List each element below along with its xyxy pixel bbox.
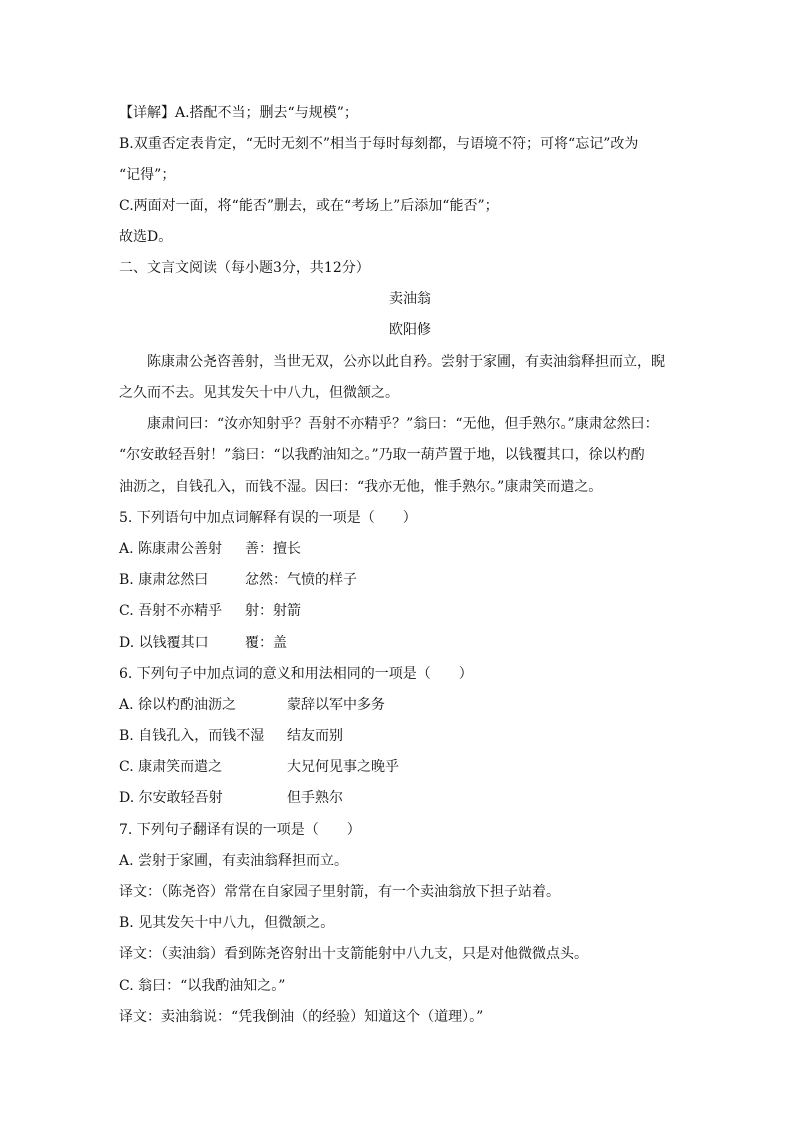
q7-option-a-translation: 译文：（陈尧咨）常常在自家园子里射箭，有一个卖油翁放下担子站着。 bbox=[119, 884, 560, 900]
q7-stem: 7. 下列句子翻译有误的一项是（ ） bbox=[119, 822, 361, 838]
passage-para1-line2: 之久而不去。见其发矢十中八九，但微颔之。 bbox=[119, 385, 399, 401]
q5-option-c: C. 吾射不亦精乎 bbox=[119, 603, 223, 619]
q6-option-a-compare: 蒙辞以军中多务 bbox=[287, 697, 385, 713]
passage-title: 卖油翁 bbox=[389, 291, 431, 307]
passage-para2-line3: 油沥之，自钱孔入，而钱不湿。因曰：“我亦无他，惟手熟尔。”康肃笑而遣之。 bbox=[119, 479, 603, 495]
q5-option-b-gloss: 忿然：气愤的样子 bbox=[245, 572, 357, 588]
passage-para1-line1: 陈康肃公尧咨善射，当世无双，公亦以此自矜。尝射于家圃，有卖油翁释担而立，睨 bbox=[147, 354, 665, 370]
q5-option-b: B. 康肃忿然曰 bbox=[119, 572, 209, 588]
q6-option-b-compare: 结友而别 bbox=[287, 728, 343, 744]
q5-stem: 5. 下列语句中加点词解释有误的一项是（ ） bbox=[119, 510, 417, 526]
q7-option-c: C. 翁曰：“以我酌油知之。” bbox=[119, 978, 286, 994]
passage-para2-line1: 康肃问曰：“汝亦知射乎？吾射不亦精乎？”翁曰：“无他，但手熟尔。”康肃忿然曰： bbox=[147, 416, 659, 432]
q6-option-c-compare: 大兄何见事之晚乎 bbox=[287, 759, 399, 775]
q6-option-d-compare: 但手熟尔 bbox=[287, 790, 343, 806]
q6-option-c: C. 康肃笑而遣之 bbox=[119, 759, 223, 775]
section-title: 二、文言文阅读（每小题3分，共12分） bbox=[119, 260, 370, 276]
explanation-line-4: C.两面对一面，将“能否”删去，或在“考场上”后添加“能否”； bbox=[119, 198, 499, 214]
explanation-line-2: B.双重否定表肯定，“无时无刻不”相当于每时每刻都，与语境不符；可将“忘记”改为 bbox=[119, 136, 639, 152]
q5-option-d-gloss: 覆：盖 bbox=[245, 635, 287, 651]
q5-option-c-gloss: 射：射箭 bbox=[245, 603, 301, 619]
passage-para2-line2: “尔安敢轻吾射！”翁曰：“以我酌油知之。”乃取一葫芦置于地，以钱覆其口，徐以杓酌 bbox=[119, 447, 645, 463]
q5-option-a: A. 陈康肃公善射 bbox=[119, 541, 223, 557]
q7-option-b: B. 见其发矢十中八九，但微颔之。 bbox=[119, 915, 335, 931]
explanation-line-5: 故选D。 bbox=[119, 229, 173, 245]
q5-option-d: D. 以钱覆其口 bbox=[119, 635, 209, 651]
q5-option-a-gloss: 善：擅长 bbox=[245, 541, 301, 557]
q6-option-d: D. 尔安敢轻吾射 bbox=[119, 790, 223, 806]
explanation-line-1: 【详解】A.搭配不当；删去“与规模”； bbox=[119, 105, 358, 121]
q7-option-a: A. 尝射于家圃，有卖油翁释担而立。 bbox=[119, 853, 349, 869]
passage-author: 欧阳修 bbox=[389, 322, 431, 338]
q6-stem: 6. 下列句子中加点词的意义和用法相同的一项是（ ） bbox=[119, 666, 473, 682]
q7-option-c-translation: 译文：卖油翁说：“凭我倒油（的经验）知道这个（道理）。” bbox=[119, 1009, 484, 1025]
explanation-line-3: “记得”； bbox=[119, 167, 176, 183]
q7-option-b-translation: 译文：（卖油翁）看到陈尧咨射出十支箭能射中八九支，只是对他微微点头。 bbox=[119, 946, 588, 962]
q6-option-a: A. 徐以杓酌油沥之 bbox=[119, 697, 237, 713]
q6-option-b: B. 自钱孔入，而钱不湿 bbox=[119, 728, 265, 744]
